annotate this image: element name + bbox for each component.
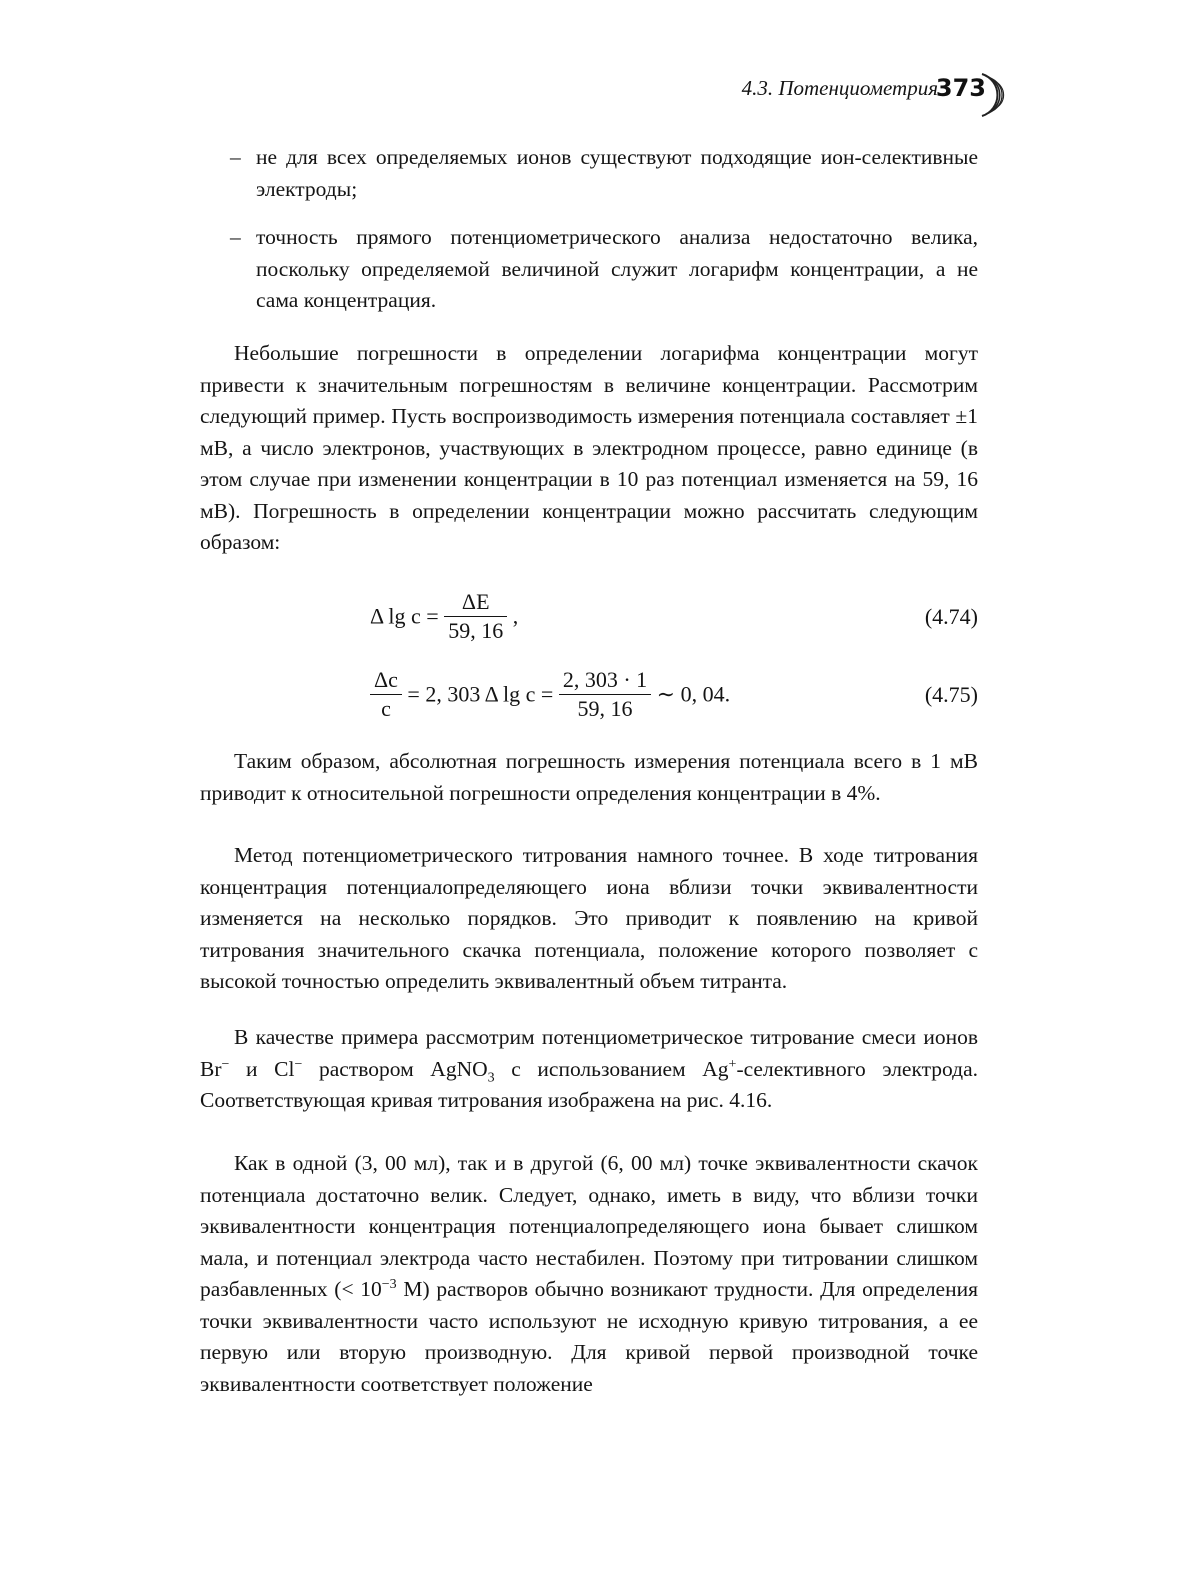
eq1-denominator: 59, 16 (448, 618, 504, 643)
page-number-decoration-icon (976, 70, 1010, 120)
equation-4-75 (370, 666, 978, 726)
eq1-tail: , (512, 603, 519, 629)
bullet-item-1 (230, 142, 978, 205)
p4-sub: 3 (487, 1069, 495, 1085)
eq2-middle: = 2, 303 Δ lg c = (407, 681, 554, 707)
eq2-rhs-fraction (559, 666, 651, 723)
bullet-text: точность прямого потенциометрического анализа недостаточно велика, поскольку определяемой величиной служит логарифм концентрации, а не сама концентрация. (256, 225, 978, 312)
equation-number: (4.75) (924, 682, 978, 707)
p4-sup-1: − (221, 1056, 230, 1072)
p4-text-b: и Cl (229, 1056, 295, 1081)
bullet-dash: – (230, 145, 241, 169)
p4-text-e: -селективного электрода. Соответствующая кривая титрования изображена на рис. 4.16. (200, 1056, 979, 1112)
p4-text-a: В качестве примера рассмотрим потенциометрическое титрование смеси ионов Br (200, 1025, 978, 1081)
bullet-item-2 (230, 222, 978, 317)
eq2-rhs-denominator: 59, 16 (577, 696, 633, 721)
paragraph-5 (200, 1148, 978, 1400)
paragraph-1: Небольшие погрешности в определении логарифма концентрации могут привести к значительным погрешностям в величине концентрации. Рассмотрим следующий пример. Пусть воспроизводимость измерения потенциала составляет ±1 мВ, а число электронов, участвующих в электродном процессе, равно единице (в этом случае при изменении концентрации в 10 раз потенциал изменяется на 59, 16 мВ). Погрешность в определении концентрации можно рассчитать следующим образом: (200, 341, 978, 554)
bullet-text: не для всех определяемых ионов существуют подходящие ион-селективные электроды; (256, 145, 978, 201)
equation-4-74 (370, 588, 978, 648)
eq2-rhs-numerator: 2, 303 · 1 (559, 666, 651, 695)
paragraph-2: Таким образом, абсолютная погрешность измерения потенциала всего в 1 мВ приводит к относительной погрешности определения концентрации в 4%. (200, 749, 978, 805)
p5-text-a: Как в одной (3, 00 мл), так и в другой (6, 00 мл) точке эквивалентности скачок потенциала достаточно велик. Следует, однако, иметь в виду, что вблизи точки эквивалентности концентрация потенциалопределяющего иона бывает слишком мала, и потенциал электрода часто нестабилен. Поэтому при титровании слишком разбавленных (< 10 (200, 1151, 978, 1301)
p4-text-c: раствором AgNO (302, 1056, 488, 1081)
page-number: 373 (935, 74, 986, 102)
eq1-numerator: ΔE (444, 588, 507, 617)
p5-sup: −3 (381, 1276, 397, 1292)
paragraph-4 (200, 1022, 978, 1117)
running-title: 4.3. Потенциометрия (741, 76, 938, 100)
eq2-tail: ∼ 0, 04. (656, 681, 731, 707)
bullet-dash: – (230, 225, 241, 249)
p4-sup-3: + (728, 1056, 737, 1072)
eq1-fraction (444, 588, 507, 645)
p4-text-d: с использованием Ag (494, 1056, 729, 1081)
eq2-lhs-denominator: c (381, 696, 391, 721)
eq2-lhs-numerator: Δc (370, 666, 402, 695)
p4-sup-2: − (294, 1056, 303, 1072)
p5-text-b: M) растворов обычно возникают трудности. Для определения точки эквивалентности часто используют не исходную кривую титрования, а ее первую или вторую производную. Для кривой первой производной точке эквивалентности соответствует положение (200, 1277, 978, 1396)
eq1-lhs: Δ lg c = (370, 603, 439, 629)
page-header (600, 70, 1010, 120)
equation-number: (4.74) (924, 604, 978, 629)
paragraph-3: Метод потенциометрического титрования намного точнее. В ходе титрования концентрация потенциалопределяющего иона вблизи точки эквивалентности изменяется на несколько порядков. Это приводит к появлению на кривой титрования значительного скачка потенциала, положение которого позволяет с высокой точностью определить эквивалентный объем титранта. (200, 843, 978, 993)
eq2-lhs-fraction (370, 666, 402, 723)
